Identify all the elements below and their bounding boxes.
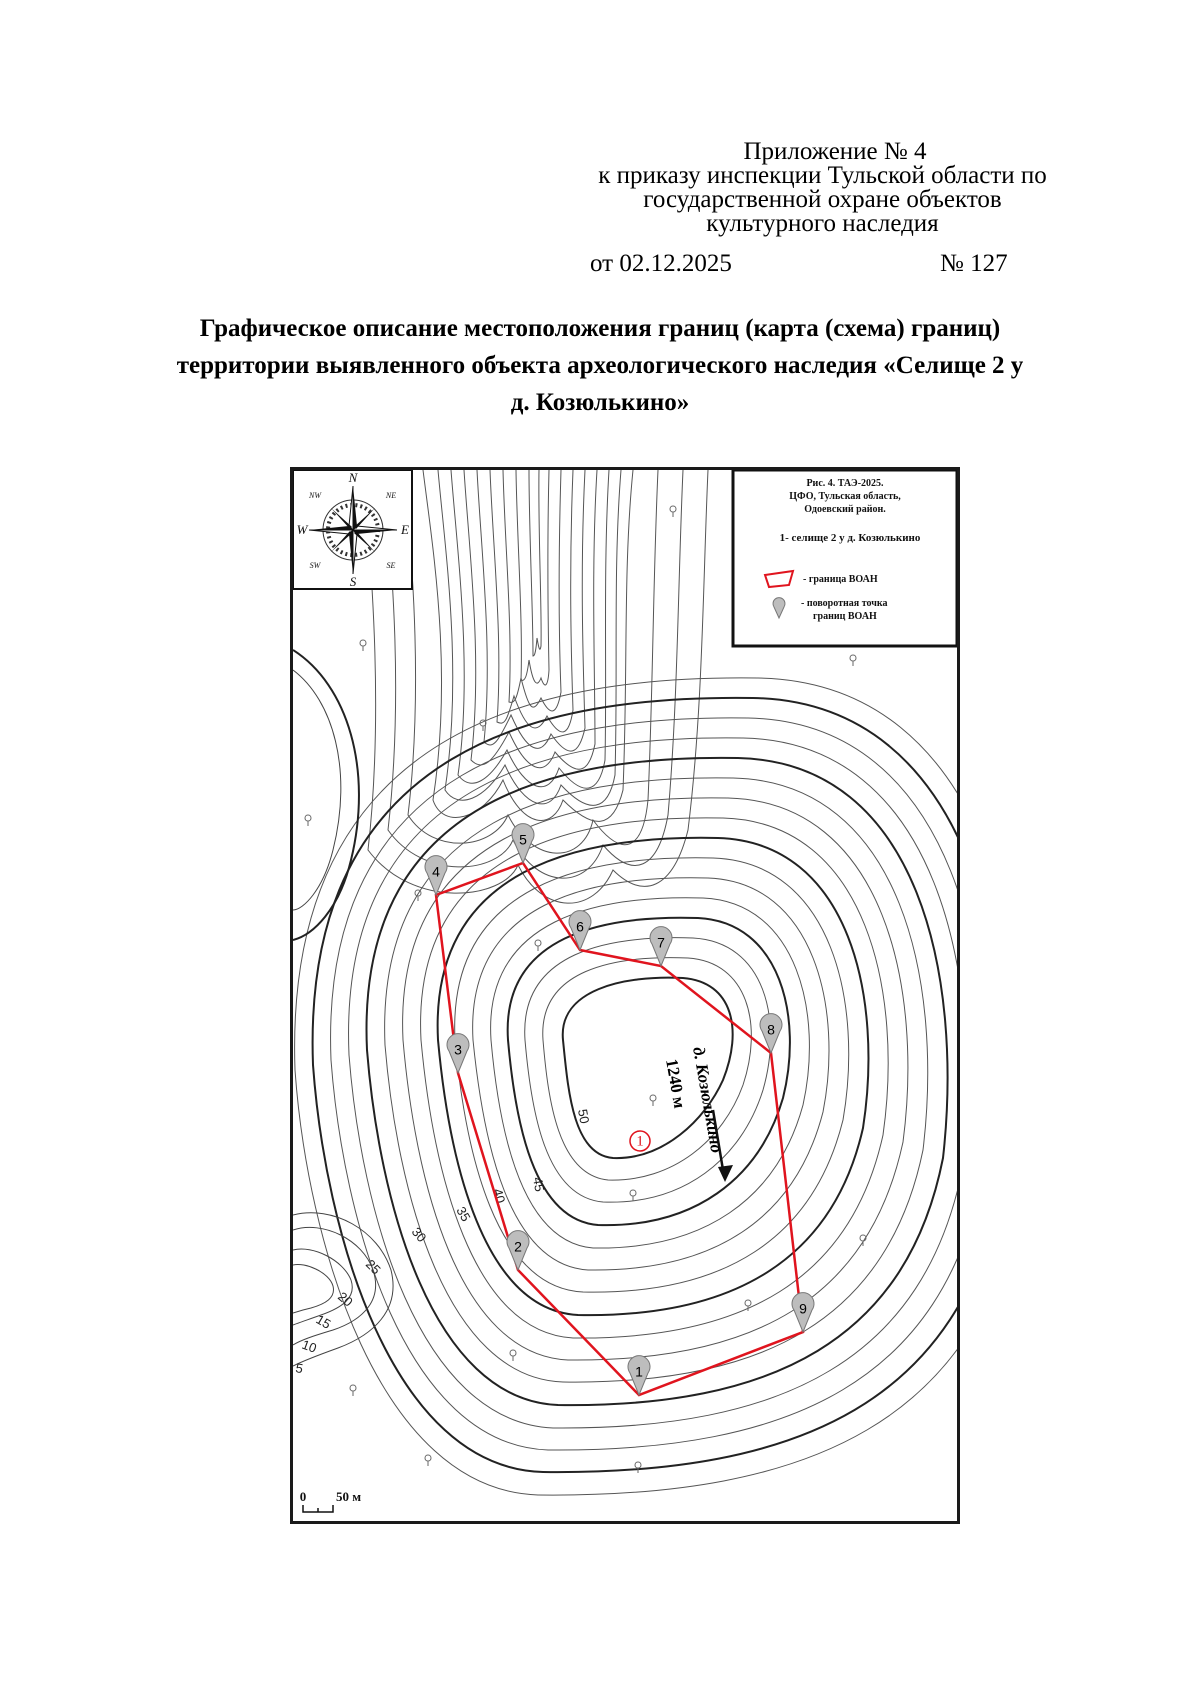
contour-label-20: 20 (335, 1288, 356, 1310)
legend-fig: Рис. 4. ТАЭ-2025. (806, 478, 884, 489)
legend-point-label-2: границ ВОАН (813, 611, 877, 622)
legend-boundary-label: - граница ВОАН (803, 574, 878, 585)
svg-text:9: 9 (799, 1300, 807, 1317)
appendix-title: Приложение № 4 (743, 138, 927, 165)
compass-sw: SW (309, 561, 321, 570)
order-date: от 02.12.2025 (590, 250, 732, 277)
svg-text:6: 6 (576, 918, 584, 935)
svg-text:8: 8 (767, 1021, 775, 1038)
compass-rose (293, 470, 412, 589)
contour-label-45: 45 (530, 1175, 548, 1193)
compass-n: N (348, 470, 358, 485)
boundary-point-5 (512, 824, 534, 863)
title-line-2: территории выявленного объекта археологического наследия «Селище 2 у (176, 352, 1024, 379)
legend-district: Одоевский район. (804, 504, 886, 515)
direction-place: д. Козюлькино (689, 1045, 727, 1155)
order-number: № 127 (940, 250, 1008, 277)
svg-text:1: 1 (635, 1363, 643, 1380)
compass-s: S (349, 574, 357, 589)
legend-region: ЦФО, Тульская область, (789, 491, 901, 502)
svg-text:2: 2 (514, 1238, 522, 1255)
header-line-1: к приказу инспекции Тульской области по (598, 162, 1047, 189)
title-line-3: д. Козюлькино» (510, 389, 690, 416)
contour-label-40: 40 (490, 1186, 509, 1205)
svg-text:5: 5 (519, 831, 527, 848)
compass-nw: NW (309, 491, 321, 500)
boundary-point-3 (447, 1034, 469, 1073)
contour-label-30: 30 (408, 1224, 430, 1246)
boundary-point-6 (569, 911, 591, 950)
map-canvas (293, 470, 957, 1521)
boundary-point-7 (650, 927, 672, 966)
contour-labels (294, 1108, 592, 1376)
direction-distance: 1240 м (662, 1057, 690, 1110)
contour-label-50: 50 (575, 1107, 593, 1125)
map-legend (733, 470, 957, 646)
contour-label-5: 5 (294, 1360, 305, 1377)
compass-se: SE (386, 561, 396, 570)
arrow-head-icon (718, 1165, 733, 1182)
document-title (100, 310, 1100, 421)
legend-point-label-1: - поворотная точка (801, 598, 888, 609)
contour-label-35: 35 (453, 1204, 474, 1225)
header-line-3: культурного наследия (706, 210, 939, 237)
direction-indicator (662, 1045, 733, 1182)
boundary-point-9 (792, 1293, 814, 1332)
svg-text:3: 3 (454, 1041, 462, 1058)
contour-label-15: 15 (313, 1311, 334, 1332)
scale-length: 50 м (336, 1489, 362, 1504)
compass-ne: NE (385, 491, 397, 500)
compass-w: W (296, 522, 308, 537)
hill-contours (295, 678, 957, 1495)
document-header (545, 140, 1100, 236)
scale-bar (300, 1489, 362, 1512)
boundary-point-2 (507, 1231, 529, 1270)
svg-text:7: 7 (657, 934, 665, 951)
ravine-contours (363, 470, 708, 903)
contour-label-25: 25 (362, 1256, 384, 1278)
legend-item-1: 1- селище 2 у д. Козюлькино (779, 532, 921, 544)
compass-e: E (401, 522, 409, 537)
site-marker (630, 1131, 650, 1151)
boundary-point-1 (628, 1356, 650, 1395)
svg-text:1: 1 (636, 1133, 644, 1150)
svg-text:4: 4 (432, 863, 440, 880)
west-slope-contours (293, 650, 393, 1366)
header-line-2: государственной охране объектов (643, 186, 1002, 213)
boundary-map (290, 467, 960, 1524)
title-line-1: Графическое описание местоположения границ (карта (схема) границ) (199, 315, 1001, 342)
contour-label-10: 10 (299, 1336, 319, 1356)
scale-zero: 0 (299, 1489, 307, 1504)
